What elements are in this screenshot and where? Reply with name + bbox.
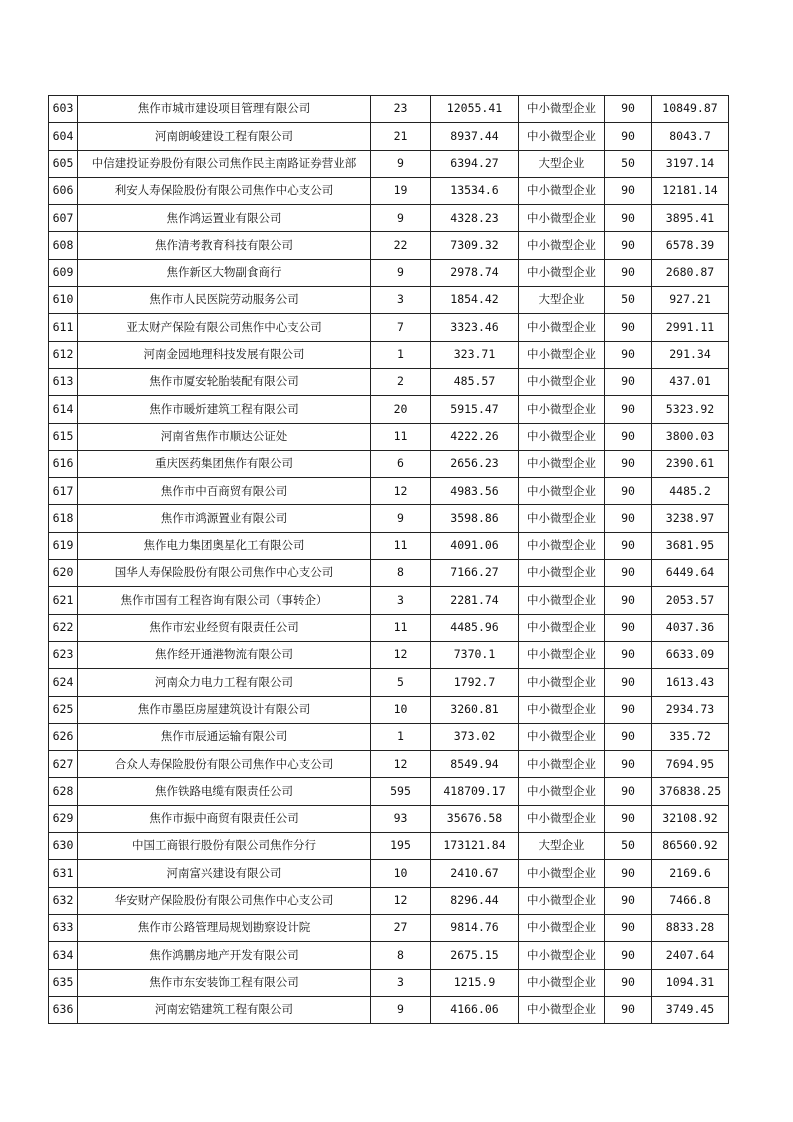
company-name: 重庆医药集团焦作有限公司 bbox=[78, 450, 371, 477]
company-name: 焦作市中百商贸有限公司 bbox=[78, 478, 371, 505]
row-number: 615 bbox=[49, 423, 78, 450]
percentage-value: 90 bbox=[605, 860, 652, 887]
amount-value: 7309.32 bbox=[431, 232, 519, 259]
row-number: 623 bbox=[49, 641, 78, 668]
percentage-value: 90 bbox=[605, 942, 652, 969]
amount-value: 1792.7 bbox=[431, 669, 519, 696]
amount-value: 4166.06 bbox=[431, 996, 519, 1023]
amount-value: 9814.76 bbox=[431, 914, 519, 941]
company-name: 河南富兴建设有限公司 bbox=[78, 860, 371, 887]
employee-count: 12 bbox=[371, 478, 431, 505]
enterprise-type: 中小微型企业 bbox=[519, 123, 605, 150]
result-value: 6578.39 bbox=[652, 232, 729, 259]
percentage-value: 90 bbox=[605, 614, 652, 641]
amount-value: 8296.44 bbox=[431, 887, 519, 914]
employee-count: 8 bbox=[371, 560, 431, 587]
enterprise-type: 中小微型企业 bbox=[519, 696, 605, 723]
employee-count: 12 bbox=[371, 887, 431, 914]
result-value: 5323.92 bbox=[652, 396, 729, 423]
percentage-value: 90 bbox=[605, 450, 652, 477]
table-row bbox=[49, 860, 729, 887]
employee-count: 22 bbox=[371, 232, 431, 259]
row-number: 610 bbox=[49, 287, 78, 314]
percentage-value: 90 bbox=[605, 669, 652, 696]
table-row bbox=[49, 669, 729, 696]
table-row bbox=[49, 505, 729, 532]
table-row bbox=[49, 942, 729, 969]
result-value: 7466.8 bbox=[652, 887, 729, 914]
employee-count: 23 bbox=[371, 96, 431, 123]
company-name: 焦作清考教育科技有限公司 bbox=[78, 232, 371, 259]
percentage-value: 90 bbox=[605, 805, 652, 832]
table-row bbox=[49, 996, 729, 1023]
amount-value: 7370.1 bbox=[431, 641, 519, 668]
percentage-value: 50 bbox=[605, 150, 652, 177]
amount-value: 3260.81 bbox=[431, 696, 519, 723]
result-value: 4037.36 bbox=[652, 614, 729, 641]
company-name: 焦作经开通港物流有限公司 bbox=[78, 641, 371, 668]
row-number: 619 bbox=[49, 532, 78, 559]
percentage-value: 90 bbox=[605, 96, 652, 123]
enterprise-type: 中小微型企业 bbox=[519, 887, 605, 914]
result-value: 8043.7 bbox=[652, 123, 729, 150]
table-body bbox=[49, 96, 729, 1024]
percentage-value: 90 bbox=[605, 887, 652, 914]
company-name: 焦作市暖炘建筑工程有限公司 bbox=[78, 396, 371, 423]
company-name: 焦作市墨臣房屋建筑设计有限公司 bbox=[78, 696, 371, 723]
employee-count: 3 bbox=[371, 969, 431, 996]
enterprise-type: 中小微型企业 bbox=[519, 314, 605, 341]
row-number: 614 bbox=[49, 396, 78, 423]
percentage-value: 90 bbox=[605, 914, 652, 941]
result-value: 1613.43 bbox=[652, 669, 729, 696]
company-name: 亚太财产保险有限公司焦作中心支公司 bbox=[78, 314, 371, 341]
company-name: 合众人寿保险股份有限公司焦作中心支公司 bbox=[78, 751, 371, 778]
employee-count: 195 bbox=[371, 833, 431, 860]
company-name: 焦作铁路电缆有限责任公司 bbox=[78, 778, 371, 805]
enterprise-type: 中小微型企业 bbox=[519, 860, 605, 887]
employee-count: 3 bbox=[371, 587, 431, 614]
company-name: 焦作市鸿源置业有限公司 bbox=[78, 505, 371, 532]
enterprise-type: 大型企业 bbox=[519, 833, 605, 860]
amount-value: 2656.23 bbox=[431, 450, 519, 477]
table-row bbox=[49, 423, 729, 450]
amount-value: 35676.58 bbox=[431, 805, 519, 832]
employee-count: 21 bbox=[371, 123, 431, 150]
result-value: 6633.09 bbox=[652, 641, 729, 668]
row-number: 607 bbox=[49, 205, 78, 232]
enterprise-type: 中小微型企业 bbox=[519, 532, 605, 559]
employee-count: 27 bbox=[371, 914, 431, 941]
result-value: 2407.64 bbox=[652, 942, 729, 969]
result-value: 376838.25 bbox=[652, 778, 729, 805]
percentage-value: 90 bbox=[605, 751, 652, 778]
table-row bbox=[49, 614, 729, 641]
enterprise-type: 中小微型企业 bbox=[519, 969, 605, 996]
row-number: 608 bbox=[49, 232, 78, 259]
percentage-value: 90 bbox=[605, 341, 652, 368]
row-number: 620 bbox=[49, 560, 78, 587]
percentage-value: 90 bbox=[605, 314, 652, 341]
table-row bbox=[49, 96, 729, 123]
percentage-value: 90 bbox=[605, 205, 652, 232]
table-row bbox=[49, 205, 729, 232]
row-number: 606 bbox=[49, 177, 78, 204]
company-table bbox=[48, 95, 729, 1024]
employee-count: 12 bbox=[371, 751, 431, 778]
percentage-value: 50 bbox=[605, 287, 652, 314]
percentage-value: 90 bbox=[605, 532, 652, 559]
row-number: 613 bbox=[49, 368, 78, 395]
company-name: 焦作市公路管理局规划勘察设计院 bbox=[78, 914, 371, 941]
row-number: 635 bbox=[49, 969, 78, 996]
enterprise-type: 中小微型企业 bbox=[519, 723, 605, 750]
amount-value: 173121.84 bbox=[431, 833, 519, 860]
percentage-value: 90 bbox=[605, 778, 652, 805]
amount-value: 4983.56 bbox=[431, 478, 519, 505]
amount-value: 4091.06 bbox=[431, 532, 519, 559]
amount-value: 7166.27 bbox=[431, 560, 519, 587]
employee-count: 19 bbox=[371, 177, 431, 204]
enterprise-type: 中小微型企业 bbox=[519, 669, 605, 696]
row-number: 621 bbox=[49, 587, 78, 614]
row-number: 624 bbox=[49, 669, 78, 696]
amount-value: 1215.9 bbox=[431, 969, 519, 996]
table-row bbox=[49, 123, 729, 150]
table-row bbox=[49, 969, 729, 996]
company-name: 焦作鸿鹏房地产开发有限公司 bbox=[78, 942, 371, 969]
amount-value: 373.02 bbox=[431, 723, 519, 750]
percentage-value: 90 bbox=[605, 696, 652, 723]
result-value: 2169.6 bbox=[652, 860, 729, 887]
employee-count: 93 bbox=[371, 805, 431, 832]
enterprise-type: 中小微型企业 bbox=[519, 587, 605, 614]
percentage-value: 90 bbox=[605, 423, 652, 450]
result-value: 32108.92 bbox=[652, 805, 729, 832]
result-value: 8833.28 bbox=[652, 914, 729, 941]
row-number: 604 bbox=[49, 123, 78, 150]
percentage-value: 90 bbox=[605, 177, 652, 204]
table-row bbox=[49, 287, 729, 314]
percentage-value: 90 bbox=[605, 587, 652, 614]
enterprise-type: 中小微型企业 bbox=[519, 478, 605, 505]
employee-count: 9 bbox=[371, 150, 431, 177]
company-name: 河南金园地理科技发展有限公司 bbox=[78, 341, 371, 368]
row-number: 628 bbox=[49, 778, 78, 805]
company-name: 焦作新区大物副食商行 bbox=[78, 259, 371, 286]
enterprise-type: 中小微型企业 bbox=[519, 560, 605, 587]
amount-value: 1854.42 bbox=[431, 287, 519, 314]
enterprise-type: 中小微型企业 bbox=[519, 942, 605, 969]
result-value: 4485.2 bbox=[652, 478, 729, 505]
table-row bbox=[49, 177, 729, 204]
company-name: 河南众力电力工程有限公司 bbox=[78, 669, 371, 696]
enterprise-type: 中小微型企业 bbox=[519, 205, 605, 232]
employee-count: 12 bbox=[371, 641, 431, 668]
employee-count: 20 bbox=[371, 396, 431, 423]
row-number: 622 bbox=[49, 614, 78, 641]
enterprise-type: 中小微型企业 bbox=[519, 450, 605, 477]
result-value: 3238.97 bbox=[652, 505, 729, 532]
result-value: 10849.87 bbox=[652, 96, 729, 123]
result-value: 6449.64 bbox=[652, 560, 729, 587]
result-value: 291.34 bbox=[652, 341, 729, 368]
company-name: 中信建投证券股份有限公司焦作民主南路证券营业部 bbox=[78, 150, 371, 177]
percentage-value: 90 bbox=[605, 969, 652, 996]
amount-value: 12055.41 bbox=[431, 96, 519, 123]
company-name: 焦作市城市建设项目管理有限公司 bbox=[78, 96, 371, 123]
enterprise-type: 中小微型企业 bbox=[519, 368, 605, 395]
enterprise-type: 中小微型企业 bbox=[519, 341, 605, 368]
enterprise-type: 中小微型企业 bbox=[519, 914, 605, 941]
employee-count: 1 bbox=[371, 723, 431, 750]
row-number: 626 bbox=[49, 723, 78, 750]
amount-value: 485.57 bbox=[431, 368, 519, 395]
result-value: 2390.61 bbox=[652, 450, 729, 477]
amount-value: 3323.46 bbox=[431, 314, 519, 341]
table-row bbox=[49, 341, 729, 368]
enterprise-type: 中小微型企业 bbox=[519, 778, 605, 805]
company-name: 焦作市人民医院劳动服务公司 bbox=[78, 287, 371, 314]
table-row bbox=[49, 232, 729, 259]
enterprise-type: 中小微型企业 bbox=[519, 505, 605, 532]
table-row bbox=[49, 696, 729, 723]
company-name: 焦作市辰通运输有限公司 bbox=[78, 723, 371, 750]
row-number: 634 bbox=[49, 942, 78, 969]
amount-value: 4328.23 bbox=[431, 205, 519, 232]
row-number: 625 bbox=[49, 696, 78, 723]
enterprise-type: 大型企业 bbox=[519, 150, 605, 177]
row-number: 629 bbox=[49, 805, 78, 832]
employee-count: 595 bbox=[371, 778, 431, 805]
enterprise-type: 中小微型企业 bbox=[519, 396, 605, 423]
result-value: 335.72 bbox=[652, 723, 729, 750]
company-name: 河南宏锆建筑工程有限公司 bbox=[78, 996, 371, 1023]
row-number: 617 bbox=[49, 478, 78, 505]
result-value: 2991.11 bbox=[652, 314, 729, 341]
company-name: 焦作市厦安轮胎装配有限公司 bbox=[78, 368, 371, 395]
percentage-value: 90 bbox=[605, 505, 652, 532]
employee-count: 9 bbox=[371, 205, 431, 232]
row-number: 616 bbox=[49, 450, 78, 477]
row-number: 627 bbox=[49, 751, 78, 778]
employee-count: 5 bbox=[371, 669, 431, 696]
percentage-value: 90 bbox=[605, 123, 652, 150]
enterprise-type: 中小微型企业 bbox=[519, 641, 605, 668]
employee-count: 6 bbox=[371, 450, 431, 477]
amount-value: 2675.15 bbox=[431, 942, 519, 969]
row-number: 605 bbox=[49, 150, 78, 177]
table-row bbox=[49, 450, 729, 477]
row-number: 636 bbox=[49, 996, 78, 1023]
table-row bbox=[49, 368, 729, 395]
result-value: 7694.95 bbox=[652, 751, 729, 778]
enterprise-type: 大型企业 bbox=[519, 287, 605, 314]
amount-value: 2978.74 bbox=[431, 259, 519, 286]
company-name: 焦作电力集团奥星化工有限公司 bbox=[78, 532, 371, 559]
company-name: 焦作鸿运置业有限公司 bbox=[78, 205, 371, 232]
result-value: 1094.31 bbox=[652, 969, 729, 996]
company-name: 国华人寿保险股份有限公司焦作中心支公司 bbox=[78, 560, 371, 587]
amount-value: 5915.47 bbox=[431, 396, 519, 423]
enterprise-type: 中小微型企业 bbox=[519, 614, 605, 641]
company-name: 河南朗峻建设工程有限公司 bbox=[78, 123, 371, 150]
result-value: 3895.41 bbox=[652, 205, 729, 232]
employee-count: 8 bbox=[371, 942, 431, 969]
company-name: 焦作市国有工程咨询有限公司（事转企） bbox=[78, 587, 371, 614]
employee-count: 11 bbox=[371, 532, 431, 559]
amount-value: 2281.74 bbox=[431, 587, 519, 614]
enterprise-type: 中小微型企业 bbox=[519, 751, 605, 778]
percentage-value: 90 bbox=[605, 478, 652, 505]
table-row bbox=[49, 887, 729, 914]
table-row bbox=[49, 396, 729, 423]
result-value: 2934.73 bbox=[652, 696, 729, 723]
employee-count: 9 bbox=[371, 505, 431, 532]
enterprise-type: 中小微型企业 bbox=[519, 423, 605, 450]
employee-count: 10 bbox=[371, 696, 431, 723]
enterprise-type: 中小微型企业 bbox=[519, 232, 605, 259]
percentage-value: 90 bbox=[605, 641, 652, 668]
table-row bbox=[49, 723, 729, 750]
employee-count: 11 bbox=[371, 423, 431, 450]
table-row bbox=[49, 560, 729, 587]
employee-count: 11 bbox=[371, 614, 431, 641]
table-row bbox=[49, 833, 729, 860]
row-number: 633 bbox=[49, 914, 78, 941]
employee-count: 2 bbox=[371, 368, 431, 395]
percentage-value: 90 bbox=[605, 259, 652, 286]
amount-value: 6394.27 bbox=[431, 150, 519, 177]
result-value: 86560.92 bbox=[652, 833, 729, 860]
table-row bbox=[49, 150, 729, 177]
amount-value: 2410.67 bbox=[431, 860, 519, 887]
result-value: 3749.45 bbox=[652, 996, 729, 1023]
company-name: 华安财产保险股份有限公司焦作中心支公司 bbox=[78, 887, 371, 914]
enterprise-type: 中小微型企业 bbox=[519, 259, 605, 286]
table-row bbox=[49, 805, 729, 832]
amount-value: 8937.44 bbox=[431, 123, 519, 150]
table-row bbox=[49, 778, 729, 805]
row-number: 618 bbox=[49, 505, 78, 532]
result-value: 3681.95 bbox=[652, 532, 729, 559]
table-row bbox=[49, 259, 729, 286]
employee-count: 3 bbox=[371, 287, 431, 314]
amount-value: 13534.6 bbox=[431, 177, 519, 204]
amount-value: 4222.26 bbox=[431, 423, 519, 450]
company-name: 焦作市振中商贸有限责任公司 bbox=[78, 805, 371, 832]
amount-value: 418709.17 bbox=[431, 778, 519, 805]
amount-value: 8549.94 bbox=[431, 751, 519, 778]
result-value: 3800.03 bbox=[652, 423, 729, 450]
table-row bbox=[49, 914, 729, 941]
result-value: 12181.14 bbox=[652, 177, 729, 204]
percentage-value: 90 bbox=[605, 996, 652, 1023]
row-number: 611 bbox=[49, 314, 78, 341]
row-number: 612 bbox=[49, 341, 78, 368]
company-name: 焦作市东安装饰工程有限公司 bbox=[78, 969, 371, 996]
table-row bbox=[49, 532, 729, 559]
percentage-value: 90 bbox=[605, 560, 652, 587]
result-value: 927.21 bbox=[652, 287, 729, 314]
employee-count: 7 bbox=[371, 314, 431, 341]
table-row bbox=[49, 641, 729, 668]
row-number: 630 bbox=[49, 833, 78, 860]
percentage-value: 90 bbox=[605, 723, 652, 750]
company-name: 利安人寿保险股份有限公司焦作中心支公司 bbox=[78, 177, 371, 204]
amount-value: 3598.86 bbox=[431, 505, 519, 532]
table-row bbox=[49, 587, 729, 614]
employee-count: 9 bbox=[371, 259, 431, 286]
result-value: 3197.14 bbox=[652, 150, 729, 177]
percentage-value: 90 bbox=[605, 368, 652, 395]
table-row bbox=[49, 478, 729, 505]
enterprise-type: 中小微型企业 bbox=[519, 996, 605, 1023]
row-number: 609 bbox=[49, 259, 78, 286]
amount-value: 323.71 bbox=[431, 341, 519, 368]
enterprise-type: 中小微型企业 bbox=[519, 805, 605, 832]
result-value: 2053.57 bbox=[652, 587, 729, 614]
table-row bbox=[49, 751, 729, 778]
employee-count: 1 bbox=[371, 341, 431, 368]
enterprise-type: 中小微型企业 bbox=[519, 96, 605, 123]
percentage-value: 90 bbox=[605, 232, 652, 259]
company-name: 中国工商银行股份有限公司焦作分行 bbox=[78, 833, 371, 860]
result-value: 437.01 bbox=[652, 368, 729, 395]
result-value: 2680.87 bbox=[652, 259, 729, 286]
row-number: 603 bbox=[49, 96, 78, 123]
employee-count: 10 bbox=[371, 860, 431, 887]
company-name: 河南省焦作市顺达公证处 bbox=[78, 423, 371, 450]
percentage-value: 50 bbox=[605, 833, 652, 860]
employee-count: 9 bbox=[371, 996, 431, 1023]
percentage-value: 90 bbox=[605, 396, 652, 423]
enterprise-type: 中小微型企业 bbox=[519, 177, 605, 204]
table-row bbox=[49, 314, 729, 341]
company-name: 焦作市宏业经贸有限责任公司 bbox=[78, 614, 371, 641]
amount-value: 4485.96 bbox=[431, 614, 519, 641]
row-number: 632 bbox=[49, 887, 78, 914]
row-number: 631 bbox=[49, 860, 78, 887]
